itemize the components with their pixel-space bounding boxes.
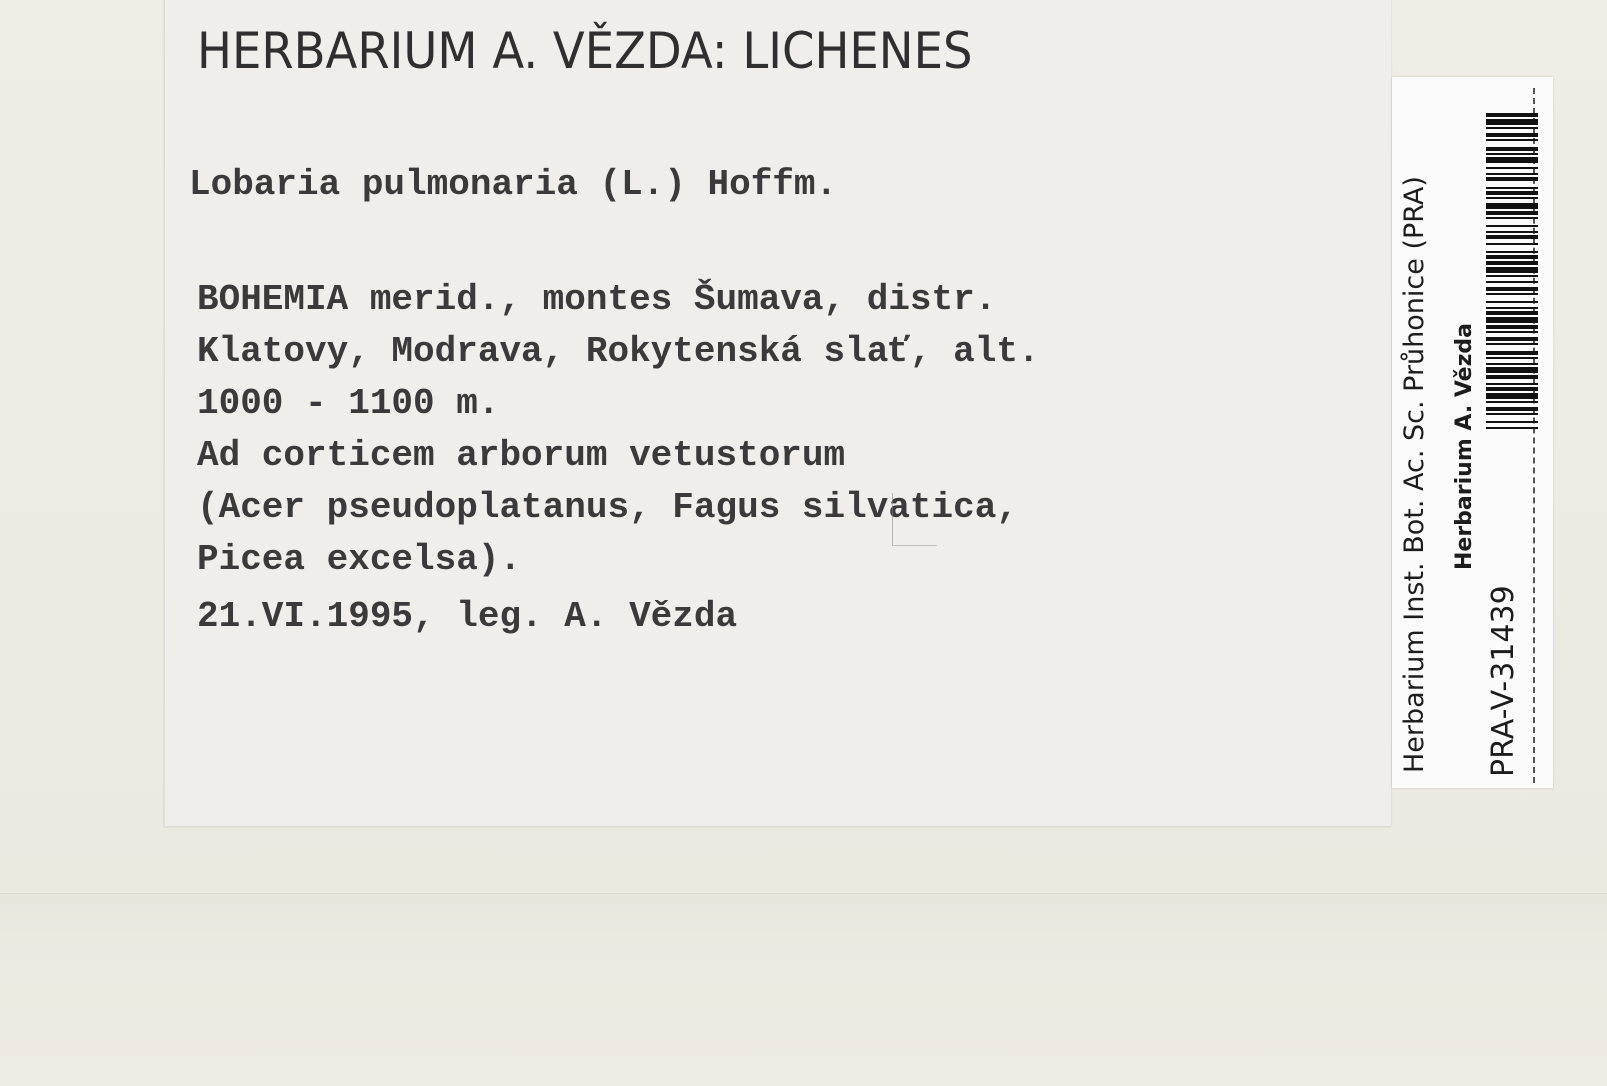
barcode-bar — [1486, 311, 1538, 315]
barcode-bar — [1486, 113, 1538, 117]
barcode-bar — [1486, 197, 1538, 199]
barcode-bar — [1486, 363, 1538, 365]
barcode-bar — [1486, 255, 1538, 259]
barcode-icon — [1486, 113, 1538, 508]
barcode-bar — [1486, 293, 1538, 295]
herbarium-text: Herbarium A. Vězda — [1452, 322, 1477, 570]
barcode-bar — [1486, 173, 1538, 175]
locality-line: BOHEMIA merid., montes Šumava, distr. — [197, 279, 997, 320]
species-name: Lobaria pulmonaria (L.) Hoffm. — [189, 164, 838, 205]
barcode-bar — [1486, 337, 1538, 341]
barcode-bar — [1486, 427, 1538, 429]
barcode-bar — [1486, 203, 1538, 209]
barcode-bar — [1486, 325, 1538, 329]
barcode-bar — [1486, 357, 1538, 359]
barcode-bar — [1486, 211, 1538, 215]
barcode-bar — [1486, 383, 1538, 385]
barcode-bar — [1486, 267, 1538, 273]
barcode-bar — [1486, 331, 1538, 333]
barcode-bar — [1486, 281, 1538, 283]
barcode-bar — [1486, 387, 1538, 391]
barcode-bar — [1486, 167, 1538, 169]
barcode-bar — [1486, 367, 1538, 373]
barcode-bar — [1486, 235, 1538, 239]
barcode-bar — [1486, 147, 1538, 151]
barcode-bar — [1486, 225, 1538, 227]
barcode-bar — [1486, 287, 1538, 291]
barcode-bar — [1486, 375, 1538, 379]
barcode-bar — [1486, 191, 1538, 195]
barcode-bar — [1486, 401, 1538, 403]
locality-line: Ad corticem arborum vetustorum — [197, 435, 846, 476]
locality-line: (Acer pseudoplatanus, Fagus silvatica, — [197, 487, 1018, 528]
barcode-bar — [1486, 301, 1538, 303]
barcode-bar — [1486, 393, 1538, 399]
label-heading: HERBARIUM A. VĚZDA: LICHENES — [197, 22, 973, 80]
barcode-bar — [1486, 317, 1538, 323]
barcode-bar — [1486, 119, 1538, 125]
barcode-bar — [1486, 407, 1538, 411]
barcode-bar — [1486, 153, 1538, 155]
barcode-bar — [1486, 177, 1538, 181]
barcode-bar — [1486, 187, 1538, 189]
barcode-bar — [1486, 157, 1538, 163]
barcode-bar — [1486, 133, 1538, 137]
collection-date: 21.VI.1995, leg. A. Vězda — [197, 596, 738, 637]
barcode-bar — [1486, 261, 1538, 265]
barcode-bar — [1486, 351, 1538, 355]
barcode-bar — [1486, 307, 1538, 309]
barcode-bar — [1486, 139, 1538, 141]
barcode-bar — [1486, 421, 1538, 423]
barcode-bar — [1486, 217, 1538, 219]
barcode-bar — [1486, 343, 1538, 345]
locality-line: Klatovy, Modrava, Rokytenská slať, alt. — [197, 331, 1040, 372]
barcode-bar — [1486, 127, 1538, 129]
barcode-bar — [1486, 251, 1538, 253]
sheet-fold — [0, 893, 1607, 1086]
barcode-bar — [1486, 413, 1538, 415]
pencil-mark — [892, 493, 937, 546]
barcode-bar — [1486, 243, 1538, 245]
locality-line: Picea excelsa). — [197, 539, 522, 580]
specimen-code: PRA-V-31439 — [1486, 585, 1521, 777]
barcode-bar — [1486, 231, 1538, 233]
locality-line: 1000 - 1100 m. — [197, 383, 500, 424]
institution-text: Herbarium Inst. Bot. Ac. Sc. Průhonice (PRA) — [1399, 176, 1430, 773]
barcode-bar — [1486, 275, 1538, 277]
